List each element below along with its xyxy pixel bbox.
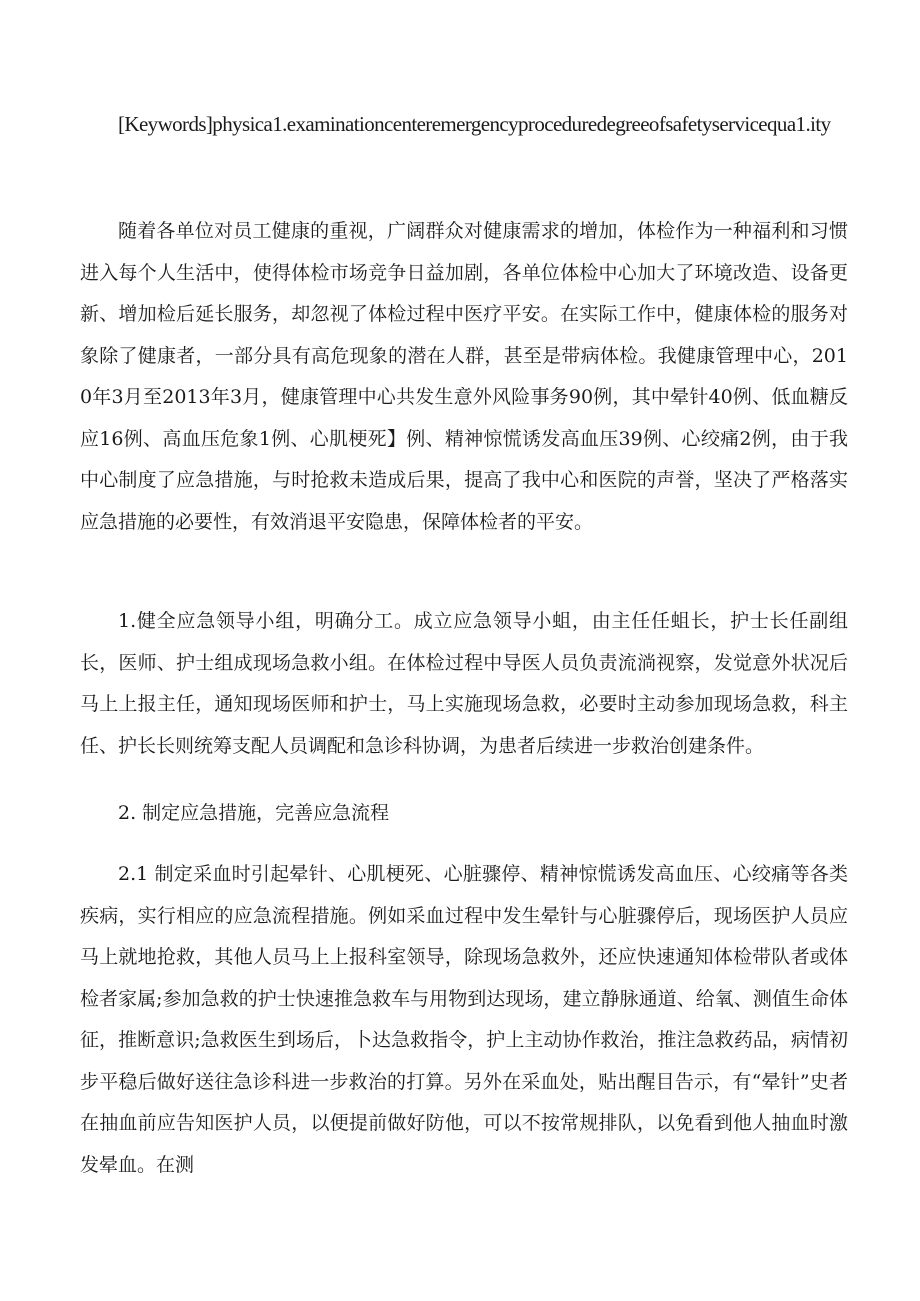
paragraph-section-2-1: 2.1 制定采血时引起晕针、心肌梗死、心脏骤停、精神惊慌诱发高血压、心绞痛等各类疾病，实行相应的应急流程措施。例如采血过程中发生晕针与心脏骤停后，现场医护人员应马上就地抢救，其他人员马上上报科室领导，除现场急救外，还应快速通知体检带队者或体检者家属;参加急救的护士快速推急救车与用物到达现场，建立静脉通道、给氧、测值生命体征，推断意识;急救医生到场后，卜达急救指令，护上主动协作救治，推注急救药品，病情初步平稳后做好送往急诊科进一步救治的打算。另外在采血处，贴出醒目告示，有“晕针”史者在抽血前应告知医护人员，以便提前做好防他，可以不按常规排队，以免看到他人抽血时激发晕血。在测	[80, 863, 848, 1176]
keywords-line: [Keywords]physica1.examinationcenteremergencyproceduredegreeofsafetyservicequa1.ity	[118, 112, 831, 136]
heading-section-2: 2. 制定应急措施，完善应急流程	[118, 802, 390, 824]
paragraph-intro: 随着各单位对员工健康的重视，广阔群众对健康需求的增加，体检作为一种福利和习惯进入每个人生活中，使得体检市场竞争日益加剧，各单位体检中心加大了环境改造、设备更新、增加检后延长服务，却忽视了体检过程中医疗平安。在实际工作中，健康体检的服务对象除了健康者，一部分具有高危现象的潜在人群，甚至是带病体检。我健康管理中心，2010年3月至2013年3月，健康管理中心共发生意外风险事务90例，其中晕针40例、低血糖反应16例、高血压危象1例、心肌梗死】例、精神惊慌诱发高血压39例、心绞痛2例，由于我中心制度了应急措施，与时抢救未造成后果，提高了我中心和医院的声誉，坚决了严格落实应急措施的必要性，有效消退平安隐患，保障体检者的平安。	[80, 220, 848, 533]
paragraph-section-1: 1.健全应急领导小组，明确分工。成立应急领导小蛆，由主任任蛆长，护士长任副组长，医师、护士组成现场急救小组。在体检过程中导医人员负责流淌视察，发觉意外状况后马上上报主任，通知现场医师和护士，马上实施现场急救，必要时主动参加现场急救，科主任、护长长则统筹支配人员调配和急诊科协调，为患者后续进一步救治创建条件。	[80, 610, 848, 757]
